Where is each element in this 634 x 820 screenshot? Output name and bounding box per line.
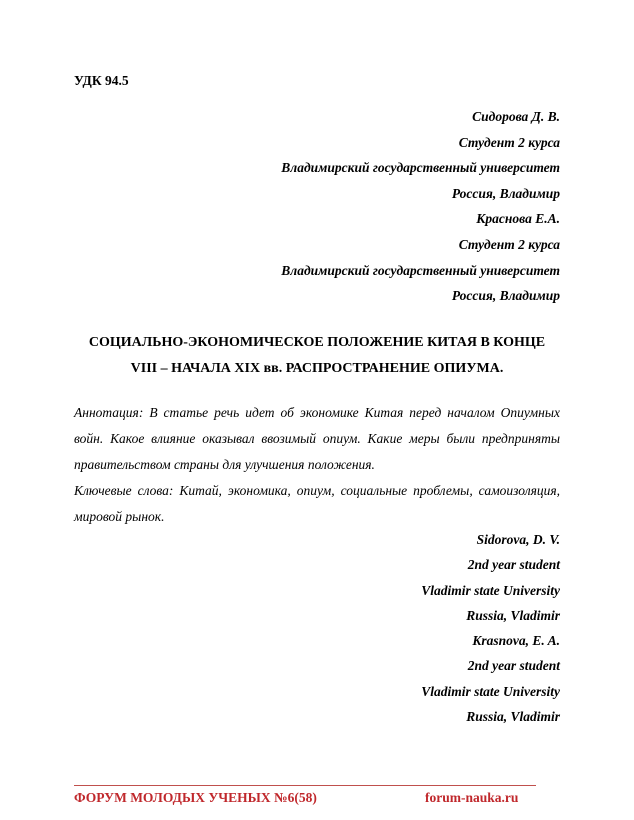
keywords-text: Ключевые слова: Китай, экономика, опиум, социальные проблемы, самоизоляция, мировой рынок. <box>74 483 560 524</box>
footer-divider <box>74 785 536 786</box>
abstract-text: Аннотация: В статье речь идет об экономике Китая перед началом Опиумных войн. Какое влияние оказывал ввозимый опиум. Какие меры были предприняты правительством страны для улучшения положения. <box>74 405 560 472</box>
author-en-university: Vladimir state University <box>421 582 560 598</box>
footer-journal: ФОРУМ МОЛОДЫХ УЧЕНЫХ №6(58) <box>74 790 317 805</box>
author-en-name: Sidorova, D. V. <box>476 532 560 547</box>
author-ru-status: Студент 2 курса <box>458 134 560 150</box>
author-ru-location: Россия, Владимир <box>451 185 560 201</box>
author-en-name: Krasnova, E. A. <box>472 633 560 649</box>
authors-ru-block <box>281 104 560 309</box>
author-en-status: 2nd year student <box>467 557 560 573</box>
author-ru-name: Сидорова Д. В. <box>472 109 560 124</box>
paper-title <box>74 330 560 382</box>
udk-code: УДК 94.5 <box>74 73 129 88</box>
paper-title-line-1: СОЦИАЛЬНО-ЭКОНОМИЧЕСКОЕ ПОЛОЖЕНИЕ КИТАЯ В КОНЦЕ <box>88 335 546 350</box>
author-ru-university: Владимирский государственный университет <box>281 160 560 176</box>
paper-title-line-2: VIII – НАЧАЛА XIX вв. РАСПРОСТРАНЕНИЕ ОПИУМА. <box>130 361 504 376</box>
author-en-location: Russia, Vladimir <box>466 709 560 725</box>
author-ru-location: Россия, Владимир <box>451 288 560 304</box>
author-en-university: Vladimir state University <box>421 683 560 699</box>
authors-en-block <box>421 527 560 729</box>
abstract-block <box>74 400 560 530</box>
author-ru-status: Студент 2 курса <box>458 236 560 252</box>
author-ru-university: Владимирский государственный университет <box>281 262 560 278</box>
footer-site-link[interactable]: forum-nauka.ru <box>425 790 519 805</box>
author-en-status: 2nd year student <box>467 658 560 674</box>
author-ru-name: Краснова Е.А. <box>476 211 560 227</box>
author-en-location: Russia, Vladimir <box>466 607 560 623</box>
